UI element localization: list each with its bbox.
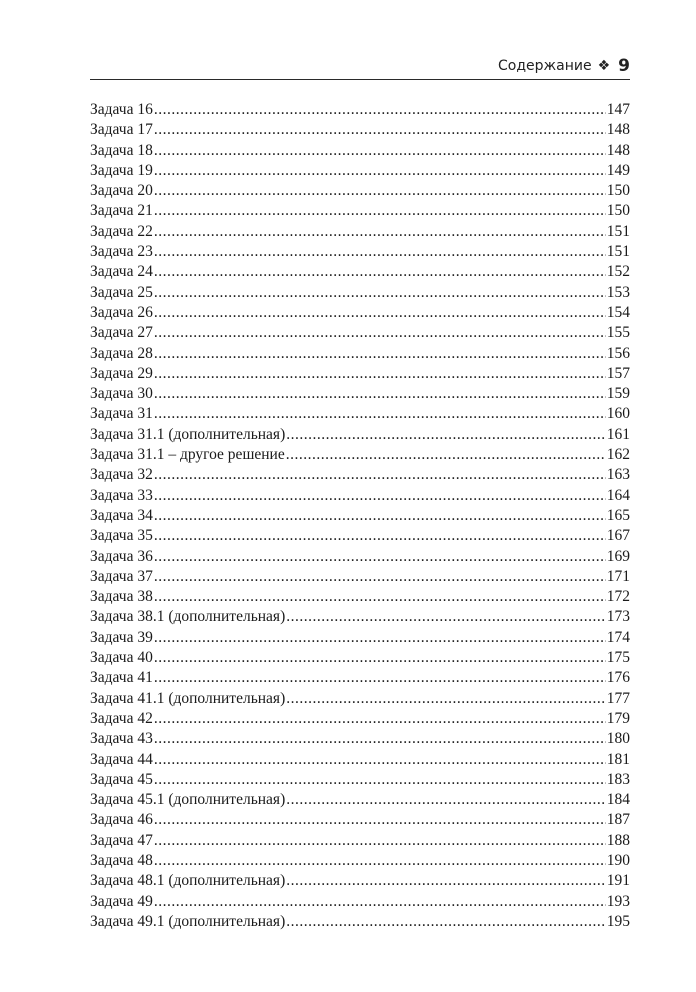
toc-entry[interactable] xyxy=(90,486,630,506)
toc-entry[interactable] xyxy=(90,709,630,729)
toc-entry[interactable] xyxy=(90,181,630,201)
table-of-contents xyxy=(90,100,630,932)
dot-leader xyxy=(286,425,606,445)
running-header xyxy=(90,54,630,78)
toc-entry[interactable] xyxy=(90,242,630,262)
toc-entry-label: Задача 30 xyxy=(90,385,153,403)
dot-leader xyxy=(154,526,606,546)
toc-entry-page: 179 xyxy=(606,709,630,727)
toc-entry-label: Задача 40 xyxy=(90,649,153,667)
toc-entry-label: Задача 33 xyxy=(90,486,153,504)
toc-entry-label: Задача 45.1 (дополнительная) xyxy=(90,791,286,809)
toc-entry[interactable] xyxy=(90,871,630,891)
toc-entry-label: Задача 19 xyxy=(90,161,153,179)
dot-leader xyxy=(154,729,606,749)
toc-entry[interactable] xyxy=(90,465,630,485)
toc-entry-page: 160 xyxy=(606,405,630,423)
toc-entry-page: 150 xyxy=(606,202,630,220)
toc-entry-page: 193 xyxy=(606,892,630,910)
toc-entry-label: Задача 43 xyxy=(90,730,153,748)
toc-entry-page: 157 xyxy=(606,364,630,382)
toc-entry-label: Задача 49 xyxy=(90,892,153,910)
toc-entry-page: 190 xyxy=(606,851,630,869)
toc-entry[interactable] xyxy=(90,262,630,282)
toc-entry-label: Задача 16 xyxy=(90,101,153,118)
dot-leader xyxy=(154,547,606,567)
toc-entry-page: 177 xyxy=(606,689,630,707)
toc-entry-label: Задача 35 xyxy=(90,527,153,545)
toc-entry-label: Задача 42 xyxy=(90,709,153,727)
toc-entry[interactable] xyxy=(90,547,630,567)
header-rule xyxy=(90,79,630,80)
toc-entry-label: Задача 46 xyxy=(90,811,153,829)
toc-entry[interactable] xyxy=(90,323,630,343)
toc-entry[interactable] xyxy=(90,303,630,323)
toc-entry-page: 156 xyxy=(606,344,630,362)
dot-leader xyxy=(154,201,606,221)
toc-entry[interactable] xyxy=(90,506,630,526)
toc-entry-label: Задача 22 xyxy=(90,222,153,240)
toc-entry-page: 151 xyxy=(606,222,630,240)
toc-entry[interactable] xyxy=(90,912,630,932)
toc-entry-page: 184 xyxy=(606,791,630,809)
toc-entry[interactable] xyxy=(90,567,630,587)
toc-entry-page: 152 xyxy=(606,263,630,281)
dot-leader xyxy=(154,486,606,506)
toc-entry[interactable] xyxy=(90,668,630,688)
dot-leader xyxy=(154,303,606,323)
dot-leader xyxy=(154,709,606,729)
dot-leader xyxy=(154,120,606,140)
toc-entry[interactable] xyxy=(90,729,630,749)
toc-entry[interactable] xyxy=(90,770,630,790)
toc-entry[interactable] xyxy=(90,425,630,445)
toc-entry-label: Задача 39 xyxy=(90,628,153,646)
toc-entry-page: 150 xyxy=(606,182,630,200)
dot-leader xyxy=(154,242,606,262)
dot-leader xyxy=(154,506,606,526)
dot-leader xyxy=(286,871,606,891)
toc-entry-label: Задача 32 xyxy=(90,466,153,484)
toc-entry-label: Задача 20 xyxy=(90,182,153,200)
toc-entry-page: 162 xyxy=(606,446,630,464)
dot-leader xyxy=(154,750,606,770)
toc-entry[interactable] xyxy=(90,100,630,120)
toc-entry-label: Задача 49.1 (дополнительная) xyxy=(90,912,286,930)
toc-entry[interactable] xyxy=(90,628,630,648)
toc-entry-label: Задача 17 xyxy=(90,121,153,139)
toc-entry-label: Задача 41 xyxy=(90,669,153,687)
dot-leader xyxy=(154,262,606,282)
toc-entry[interactable] xyxy=(90,526,630,546)
toc-entry-page: 148 xyxy=(606,121,630,139)
toc-entry-page: 176 xyxy=(606,669,630,687)
toc-entry-page: 149 xyxy=(606,161,630,179)
toc-entry-label: Задача 37 xyxy=(90,567,153,585)
toc-entry-page: 191 xyxy=(606,872,630,890)
dot-leader xyxy=(154,648,606,668)
toc-entry-label: Задача 21 xyxy=(90,202,153,220)
dot-leader xyxy=(154,384,606,404)
toc-entry-label: Задача 45 xyxy=(90,770,153,788)
toc-entry[interactable] xyxy=(90,851,630,871)
toc-entry[interactable] xyxy=(90,445,630,465)
toc-entry-label: Задача 23 xyxy=(90,243,153,261)
toc-entry-page: 180 xyxy=(606,730,630,748)
toc-entry-page: 172 xyxy=(606,588,630,606)
toc-entry-page: 154 xyxy=(606,303,630,321)
toc-entry-label: Задача 29 xyxy=(90,364,153,382)
toc-entry[interactable] xyxy=(90,689,630,709)
toc-entry-page: 169 xyxy=(606,547,630,565)
toc-entry-label: Задача 48.1 (дополнительная) xyxy=(90,872,286,890)
toc-entry-page: 161 xyxy=(606,425,630,443)
toc-entry-page: 181 xyxy=(606,750,630,768)
dot-leader xyxy=(154,465,606,485)
dot-leader xyxy=(154,161,606,181)
toc-entry-page: 187 xyxy=(606,811,630,829)
dot-leader xyxy=(286,445,606,465)
toc-entry-page: 167 xyxy=(606,527,630,545)
toc-entry-page: 195 xyxy=(606,912,630,930)
toc-entry-label: Задача 48 xyxy=(90,851,153,869)
toc-entry[interactable] xyxy=(90,750,630,770)
toc-entry-page: 148 xyxy=(606,141,630,159)
toc-entry[interactable] xyxy=(90,141,630,161)
toc-entry[interactable] xyxy=(90,161,630,181)
toc-entry[interactable] xyxy=(90,810,630,830)
toc-entry-page: 155 xyxy=(606,324,630,342)
dot-leader xyxy=(154,831,606,851)
toc-entry-label: Задача 24 xyxy=(90,263,153,281)
dot-leader xyxy=(154,222,606,242)
dot-leader xyxy=(154,283,606,303)
toc-entry-label: Задача 34 xyxy=(90,506,153,524)
toc-entry-label: Задача 31.1 (дополнительная) xyxy=(90,425,286,443)
toc-entry-label: Задача 38 xyxy=(90,588,153,606)
fleuron-icon: ❖ xyxy=(597,58,611,74)
header-title: Содержание xyxy=(498,58,592,74)
toc-entry-label: Задача 18 xyxy=(90,141,153,159)
page-number: 9 xyxy=(618,56,630,76)
toc-entry[interactable] xyxy=(90,384,630,404)
toc-entry-page: 151 xyxy=(606,243,630,261)
toc-entry-page: 188 xyxy=(606,831,630,849)
toc-entry-page: 173 xyxy=(606,608,630,626)
toc-entry[interactable] xyxy=(90,790,630,810)
toc-entry-label: Задача 26 xyxy=(90,303,153,321)
toc-entry-label: Задача 28 xyxy=(90,344,153,362)
toc-entry[interactable] xyxy=(90,892,630,912)
toc-entry-label: Задача 25 xyxy=(90,283,153,301)
dot-leader xyxy=(154,404,606,424)
toc-entry[interactable] xyxy=(90,404,630,424)
dot-leader xyxy=(154,587,606,607)
toc-entry[interactable] xyxy=(90,831,630,851)
toc-entry-label: Задача 38.1 (дополнительная) xyxy=(90,608,286,626)
dot-leader xyxy=(286,790,606,810)
toc-entry-label: Задача 36 xyxy=(90,547,153,565)
dot-leader xyxy=(154,181,606,201)
dot-leader xyxy=(154,770,606,790)
dot-leader xyxy=(286,689,606,709)
toc-entry[interactable] xyxy=(90,648,630,668)
toc-entry-page: 163 xyxy=(606,466,630,484)
dot-leader xyxy=(154,892,606,912)
dot-leader xyxy=(154,628,606,648)
dot-leader xyxy=(154,668,606,688)
dot-leader xyxy=(154,810,606,830)
toc-entry-label: Задача 31.1 – другое решение xyxy=(90,446,285,464)
dot-leader xyxy=(154,141,606,161)
dot-leader xyxy=(154,100,606,120)
toc-entry[interactable] xyxy=(90,587,630,607)
toc-entry[interactable] xyxy=(90,201,630,221)
toc-entry-page: 175 xyxy=(606,649,630,667)
toc-entry[interactable] xyxy=(90,283,630,303)
toc-entry-page: 183 xyxy=(606,770,630,788)
toc-entry-page: 164 xyxy=(606,486,630,504)
toc-entry-label: Задача 44 xyxy=(90,750,153,768)
toc-entry[interactable] xyxy=(90,120,630,140)
toc-entry-page: 174 xyxy=(606,628,630,646)
toc-entry[interactable] xyxy=(90,364,630,384)
toc-entry-label: Задача 41.1 (дополнительная) xyxy=(90,689,286,707)
toc-entry[interactable] xyxy=(90,344,630,364)
dot-leader xyxy=(154,323,606,343)
toc-entry-page: 171 xyxy=(606,567,630,585)
toc-entry-label: Задача 27 xyxy=(90,324,153,342)
toc-entry-page: 159 xyxy=(606,385,630,403)
dot-leader xyxy=(154,344,606,364)
toc-entry-label: Задача 31 xyxy=(90,405,153,423)
dot-leader xyxy=(154,364,606,384)
dot-leader xyxy=(154,851,606,871)
toc-entry[interactable] xyxy=(90,222,630,242)
toc-entry-page: 153 xyxy=(606,283,630,301)
toc-entry[interactable] xyxy=(90,607,630,627)
toc-entry-page: 147 xyxy=(606,101,630,118)
toc-entry-label: Задача 47 xyxy=(90,831,153,849)
dot-leader xyxy=(286,912,606,932)
toc-entry-page: 165 xyxy=(606,506,630,524)
dot-leader xyxy=(286,607,606,627)
dot-leader xyxy=(154,567,606,587)
